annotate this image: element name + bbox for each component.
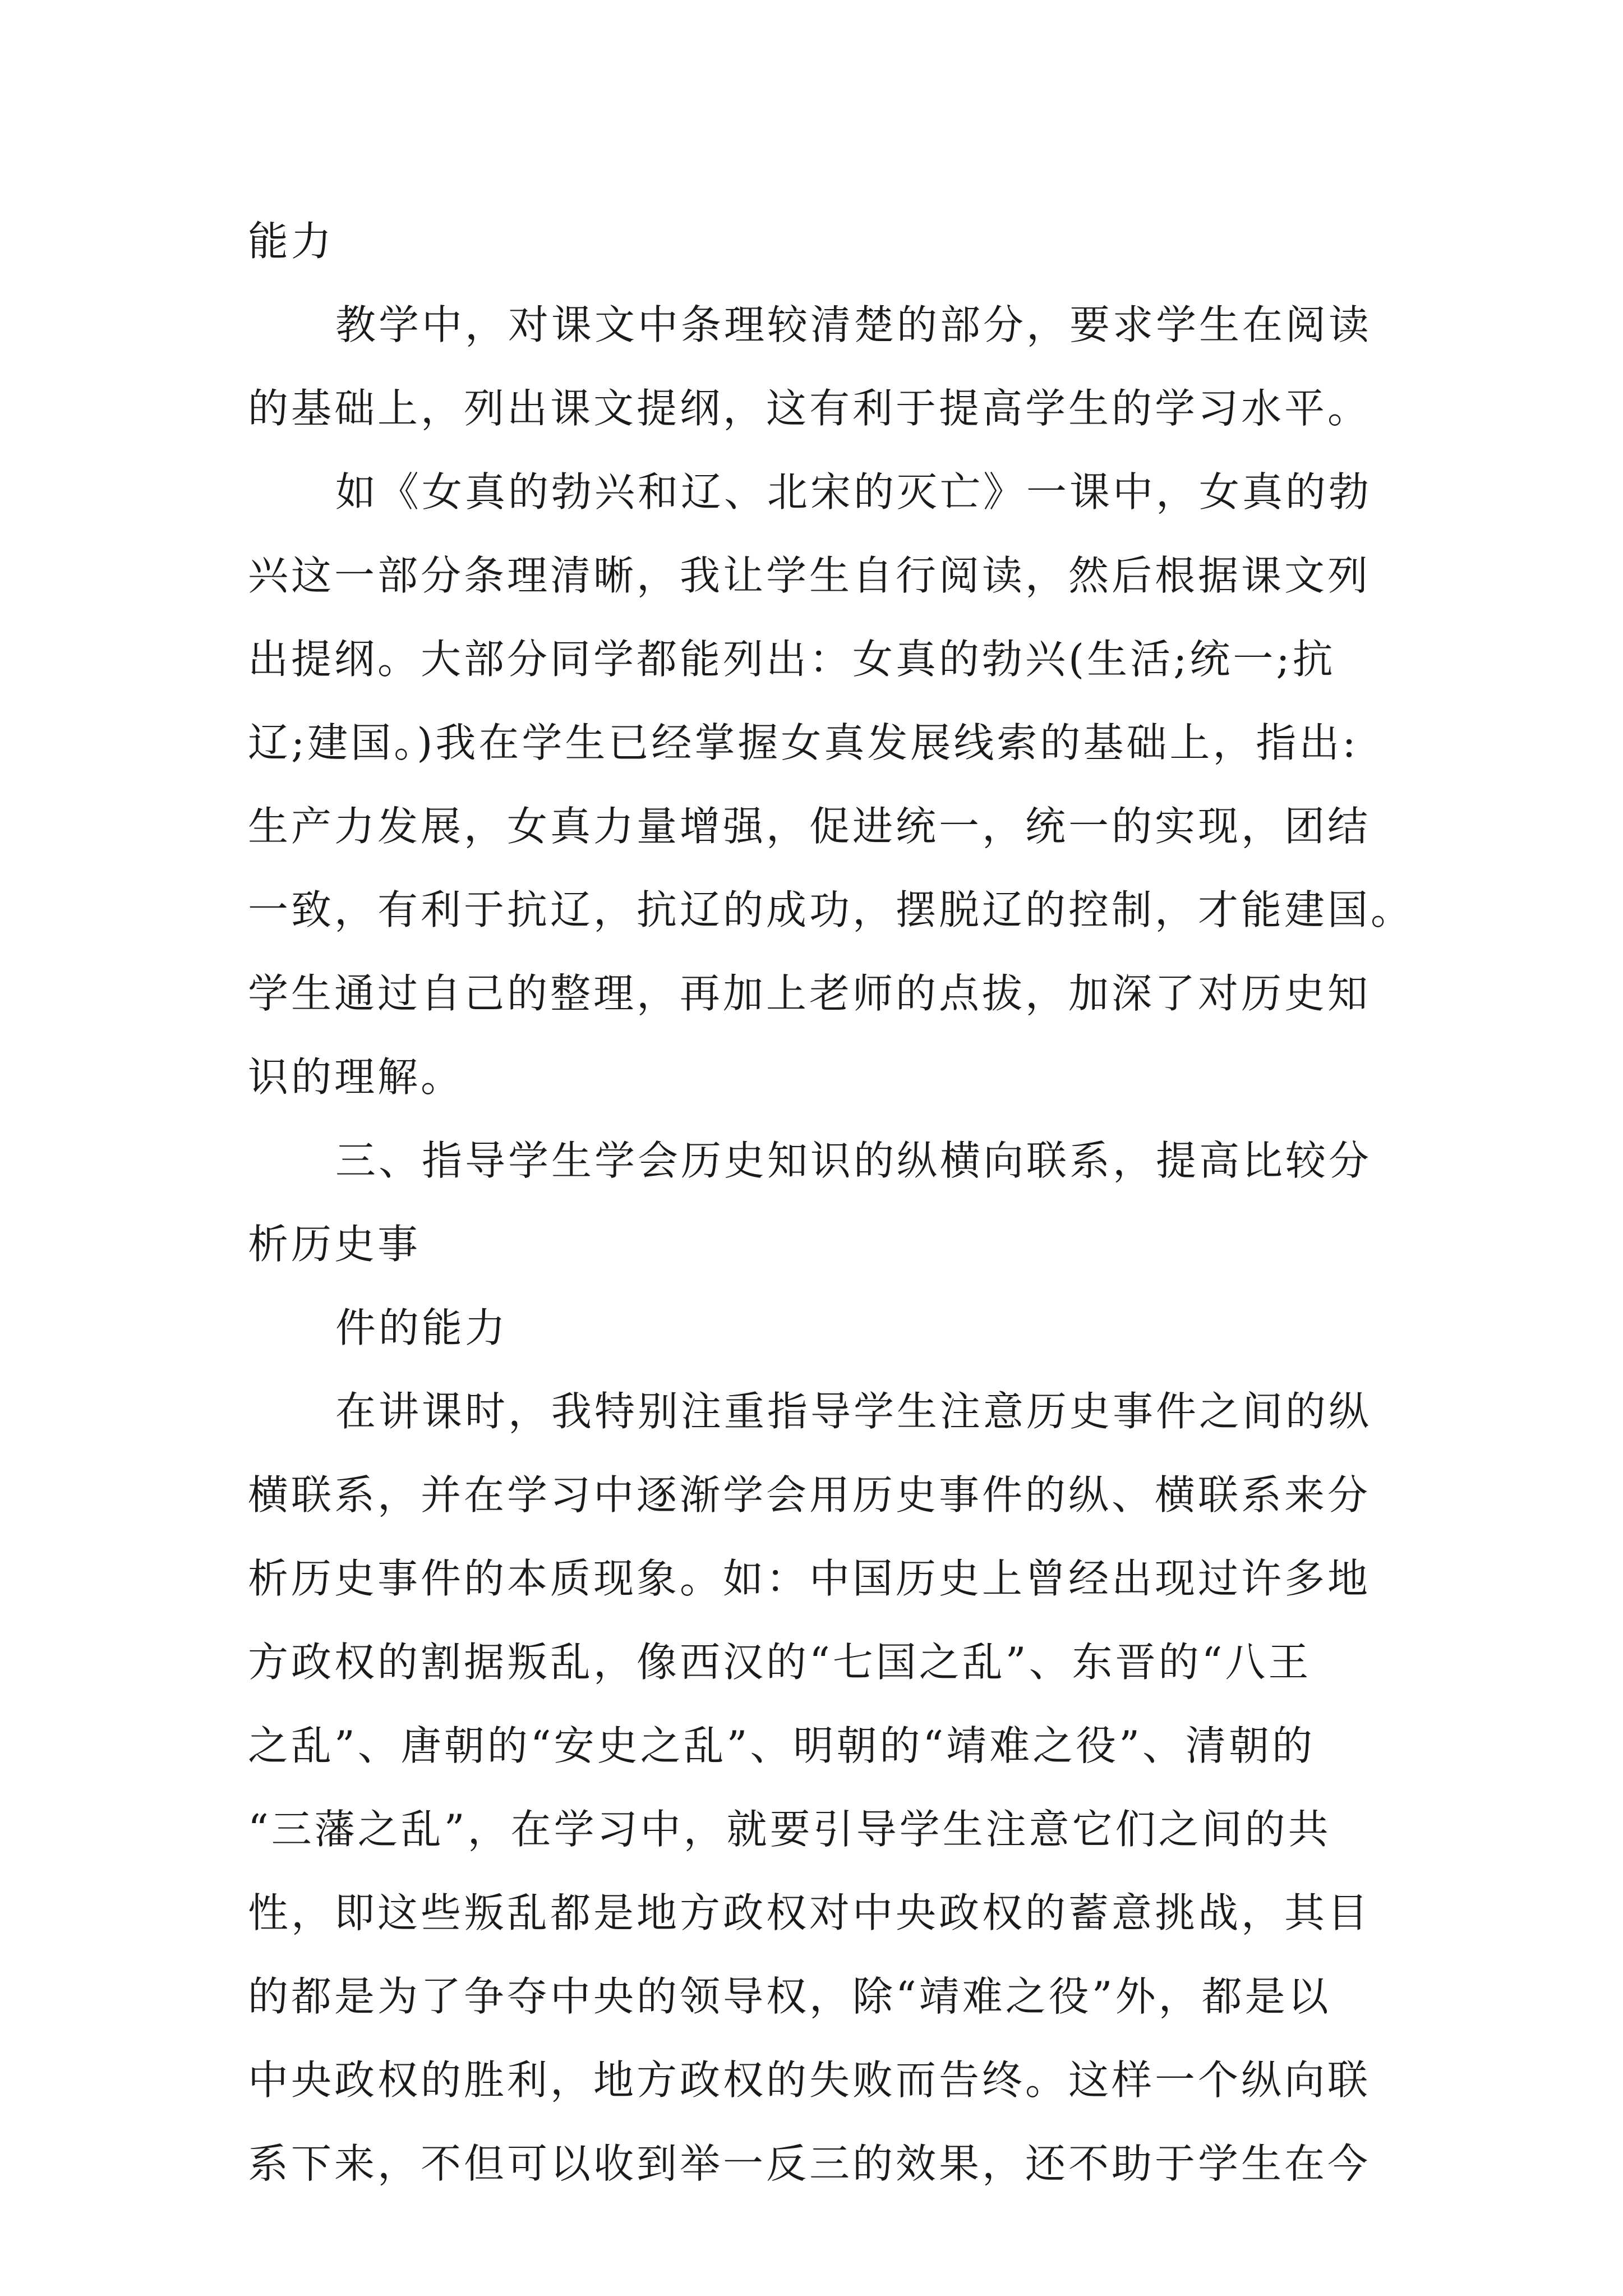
text-line: “三藩之乱”，在学习中，就要引导学生注意它们之间的共 xyxy=(248,1806,1331,1853)
paragraph-text: 在讲课时，我特别注重指导学生注意历史事件之间的纵 xyxy=(335,1388,1372,1435)
text-line: 之乱”、唐朝的“安史之乱”、明朝的“靖难之役”、清朝的 xyxy=(248,1722,1316,1769)
text-line: 能力 xyxy=(248,218,335,265)
section-heading-continued: 件的能力 xyxy=(335,1304,509,1351)
text-line: 兴这一部分条理清晰，我让学生自行阅读，然后根据课文列 xyxy=(248,552,1371,599)
text-line: 横联系，并在学习中逐渐学会用历史事件的纵、横联系来分 xyxy=(248,1471,1371,1519)
text-line: 性，即这些叛乱都是地方政权对中央政权的蓄意挑战，其目 xyxy=(248,1889,1371,1936)
text-line: 中央政权的胜利，地方政权的失败而告终。这样一个纵向联 xyxy=(248,2056,1371,2104)
text-line: 析历史事件的本质现象。如：中国历史上曾经出现过许多地 xyxy=(248,1555,1371,1602)
text-line: 的都是为了争夺中央的领导权，除“靖难之役”外，都是以 xyxy=(248,1973,1331,2020)
paragraph-text: 教学中，对课文中条理较清楚的部分，要求学生在阅读 xyxy=(335,301,1372,348)
text-line: 系下来，不但可以收到举一反三的效果，还不助于学生在今 xyxy=(248,2140,1371,2187)
text-line: 辽;建国。)我在学生已经掌握女真发展线索的基础上，指出: xyxy=(248,719,1359,766)
text-line: 的基础上，列出课文提纲，这有利于提高学生的学习水平。 xyxy=(248,385,1371,432)
text-line: 学生通过自己的整理，再加上老师的点拔，加深了对历史知 xyxy=(248,970,1371,1017)
section-heading-continued: 析历史事 xyxy=(248,1221,421,1268)
text-line: 生产力发展，女真力量增强，促进统一，统一的实现，团结 xyxy=(248,803,1371,850)
text-line: 识的理解。 xyxy=(248,1053,464,1101)
section-heading: 三、指导学生学会历史知识的纵横向联系，提高比较分 xyxy=(335,1137,1372,1184)
text-line: 方政权的割据叛乱，像西汉的“七国之乱”、东晋的“八王 xyxy=(248,1639,1312,1686)
paragraph-text: 如《女真的勃兴和辽、北宋的灭亡》一课中，女真的勃 xyxy=(335,468,1372,516)
text-line: 一致，有利于抗辽，抗辽的成功，摆脱辽的控制，才能建国。 xyxy=(248,886,1414,933)
text-line: 出提纲。大部分同学都能列出：女真的勃兴(生活;统一;抗 xyxy=(248,636,1336,683)
